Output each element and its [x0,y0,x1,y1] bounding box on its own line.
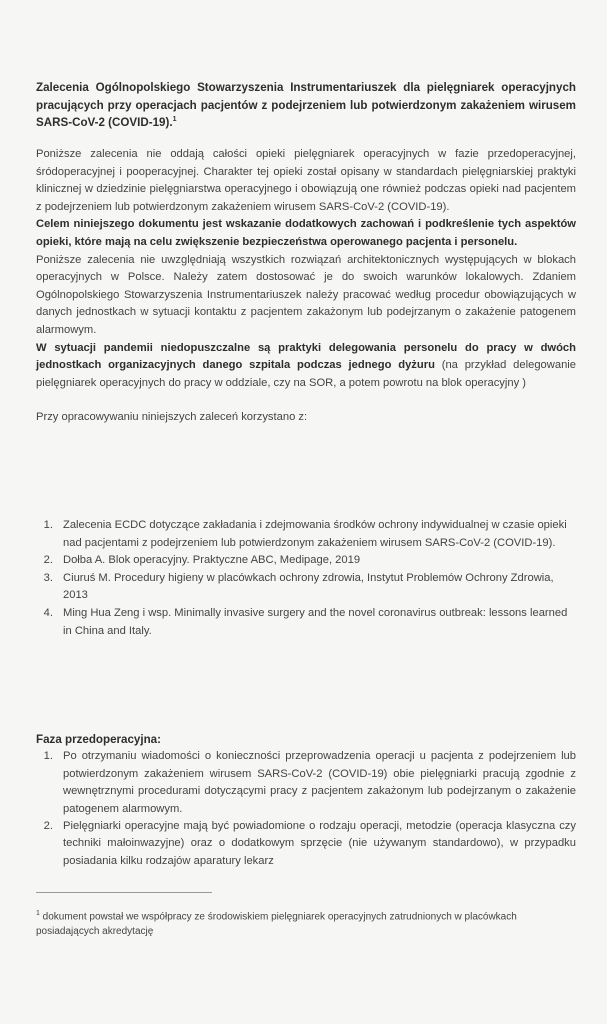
footnote [36,906,576,939]
reference-text: Zalecenia ECDC dotyczące zakładania i zdejmowania środków ochrony indywidualnej w czasie opieki nad pacjentami z podejrzeniem lub potwierdzonym zakażeniem wirusem SARS-CoV-2 (COVID-19). [63,519,567,549]
phase-item [36,748,576,818]
reference-text: Ciuruś M. Procedury higieny w placówkach ochrony zdrowia, Instytut Problemów Ochrony Zdrowia, 2013 [63,571,554,602]
reference-item [36,517,576,552]
pandemic-paragraph-bold: W sytuacji pandemii niedopuszczalne są praktyki delegowania personelu do pracy w dwóch jednostkach organizacyjnych danego szpitala podczas jednego dyżuru [36,341,576,372]
pandemic-paragraph-rest: (na przykład delegowanie pielęgniarek operacyjnych do pracy w oddziale, czy na SOR, a potem powrotu na blok operacyjny ) [36,359,576,389]
reference-number: 2. [43,554,53,567]
reference-item [36,605,576,640]
reference-item [36,570,576,605]
phase-list [36,748,576,870]
document-body [36,146,576,427]
title-text: Zalecenia Ogólnopolskiego Stowarzyszenia Instrumentariuszek dla pielęgniarek operacyjnych pracujących przy operacjach pacjentów z podejrzeniem lub potwierdzonym zakażeniem wirusem SARS-CoV-2 (COVID-19). [36,81,576,129]
phase-item [36,818,576,870]
phase-item-number: 2. [43,820,53,833]
reference-number: 1. [43,519,53,531]
footnote-mark: 1 [36,910,40,917]
reference-text: Dołba A. Blok operacyjny. Praktyczne ABC, Medipage, 2019 [63,554,361,567]
phase-heading: Faza przedoperacyjna: [36,733,161,746]
document-title [36,79,576,132]
purpose-paragraph: Celem niniejszego dokumentu jest wskazanie dodatkowych zachowań i podkreślenie tych aspektów opieki, które mają na celu zwiększenie bezpieczeństwa operowanego pacjenta i personelu. [36,218,576,248]
reference-text: Ming Hua Zeng i wsp. Minimally invasive surgery and the novel coronavirus outbreak: lessons learned in China and Italy. [63,606,568,637]
pandemic-paragraph [36,340,576,393]
footnote-divider [36,892,212,893]
phase-item-number: 1. [43,750,53,763]
reference-number: 4. [43,606,53,619]
sources-intro: Przy opracowywaniu niniejszych zaleceń korzystano z: [36,411,308,424]
phase-item-text: Po otrzymaniu wiadomości o konieczności przeprowadzenia operacji u pacjenta z podejrzeniem lub potwierdzonym zakażeniem wirusem SARS-CoV-2 (COVID-19) obie pielęgniarki pracują zgodnie z wewnętrznymi procedurami dotyczącymi pracy z pacjentem zakażonym lub podejrzanym o zakażenie patogenem alarmowym. [63,750,576,815]
references-list [36,517,576,640]
preoperative-phase-section [36,731,576,870]
footnote-text: dokument powstał we współpracy ze środowiskiem pielęgniarek operacyjnych zatrudnionych w placówkach posiadających akredytację [36,911,517,938]
phase-item-text: Pielęgniarki operacyjne mają być powiadomione o rodzaju operacji, metodzie (operacja klasyczna czy techniki małoinwazyjne) oraz o dodatkowym sprzęcie (nie używanym standardowo), w przypadku posiadania kilku rodzajów aparatury lekarz [63,820,576,867]
title-footnote-mark: 1 [172,116,177,124]
reference-number: 3. [43,571,53,584]
reference-item [36,552,576,570]
scope-paragraph: Poniższe zalecenia nie uwzględniają wszystkich rozwiązań architektonicznych występujących w blokach operacyjnych w Polsce. Należy zatem dostosować je do swoich warunków lokalowych. Zdaniem Ogólnopolskiego Stowarzyszenia Instrumentariuszek należy pracować według procedur obowiązujących w danych jednostkach w sytuacji kontaktu z pacjentem zakażonym lub podejrzanym o zakażenie patogenem alarmowym. [36,253,576,336]
intro-paragraph: Poniższe zalecenia nie oddają całości opieki pielęgniarek operacyjnych w fazie przedoperacyjnej, śródoperacyjnej i pooperacyjnej. Charakter tej opieki został opisany w standardach pielęgniarskiej praktyki klinicznej w dziedzinie pielęgniarstwa operacyjnego i obowiązują one również podczas opieki nad pacjentem z podejrzeniem lub potwierdzonym zakażeniem wirusem SARS-CoV-2 (COVID-19). [36,148,576,213]
